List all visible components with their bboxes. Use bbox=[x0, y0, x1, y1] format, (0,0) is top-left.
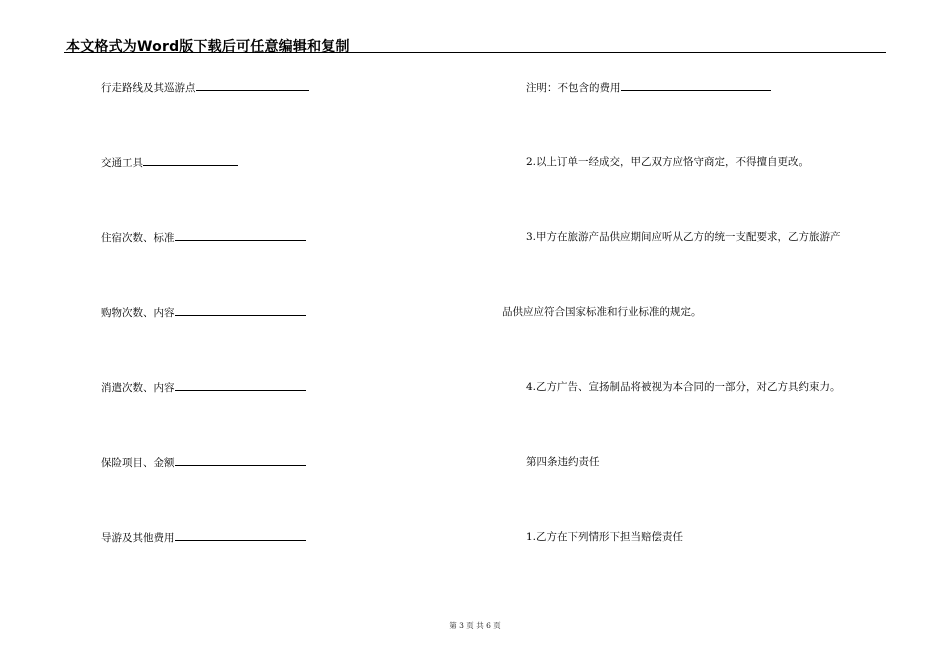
clause-3-text-line2: 品供应应符合国家标准和行业标准的规定。 bbox=[502, 306, 702, 318]
guide-fees-blank[interactable] bbox=[175, 530, 306, 541]
excluded-fees-blank[interactable] bbox=[621, 80, 771, 91]
entertainment-label: 消遣次数、内容 bbox=[101, 382, 175, 394]
lodging-blank[interactable] bbox=[175, 230, 306, 241]
entertainment-blank[interactable] bbox=[175, 380, 306, 391]
left-line-shopping bbox=[101, 305, 306, 320]
left-line-lodging bbox=[101, 230, 306, 245]
clause-3-text-line1: 3.甲方在旅游产品供应期间应听从乙方的统一支配要求，乙方旅游产 bbox=[526, 231, 841, 243]
right-line-excluded-fees bbox=[526, 80, 771, 95]
left-line-insurance bbox=[101, 455, 306, 470]
page-header-title: 本文格式为Word版下载后可任意编辑和复制 bbox=[66, 39, 350, 55]
insurance-blank[interactable] bbox=[175, 455, 306, 466]
left-line-route bbox=[101, 80, 309, 95]
transport-label: 交通工具 bbox=[101, 157, 143, 169]
left-line-transport bbox=[101, 155, 238, 170]
transport-blank[interactable] bbox=[143, 155, 238, 166]
lodging-label: 住宿次数、标准 bbox=[101, 232, 175, 244]
excluded-fees-label: 注明：不包含的费用 bbox=[526, 82, 621, 94]
left-line-guide-fees bbox=[101, 530, 306, 545]
left-line-entertainment bbox=[101, 380, 306, 395]
header-divider bbox=[64, 52, 886, 53]
route-blank[interactable] bbox=[196, 80, 309, 91]
clause-2-text: 2.以上订单一经成交，甲乙双方应恪守商定，不得擅自更改。 bbox=[526, 156, 810, 168]
insurance-label: 保险项目、金额 bbox=[101, 457, 175, 469]
shopping-label: 购物次数、内容 bbox=[101, 307, 175, 319]
section-heading-liability: 第四条违约责任 bbox=[526, 456, 600, 468]
page-number: 第 3 页 共 6 页 bbox=[449, 621, 501, 630]
route-label: 行走路线及其巡游点 bbox=[101, 82, 196, 94]
liability-item-1: 1.乙方在下列情形下担当赔偿责任 bbox=[526, 531, 684, 543]
clause-4-text: 4.乙方广告、宣扬制品将被视为本合同的一部分，对乙方具约束力。 bbox=[526, 381, 841, 393]
shopping-blank[interactable] bbox=[175, 305, 306, 316]
guide-fees-label: 导游及其他费用 bbox=[101, 532, 175, 544]
